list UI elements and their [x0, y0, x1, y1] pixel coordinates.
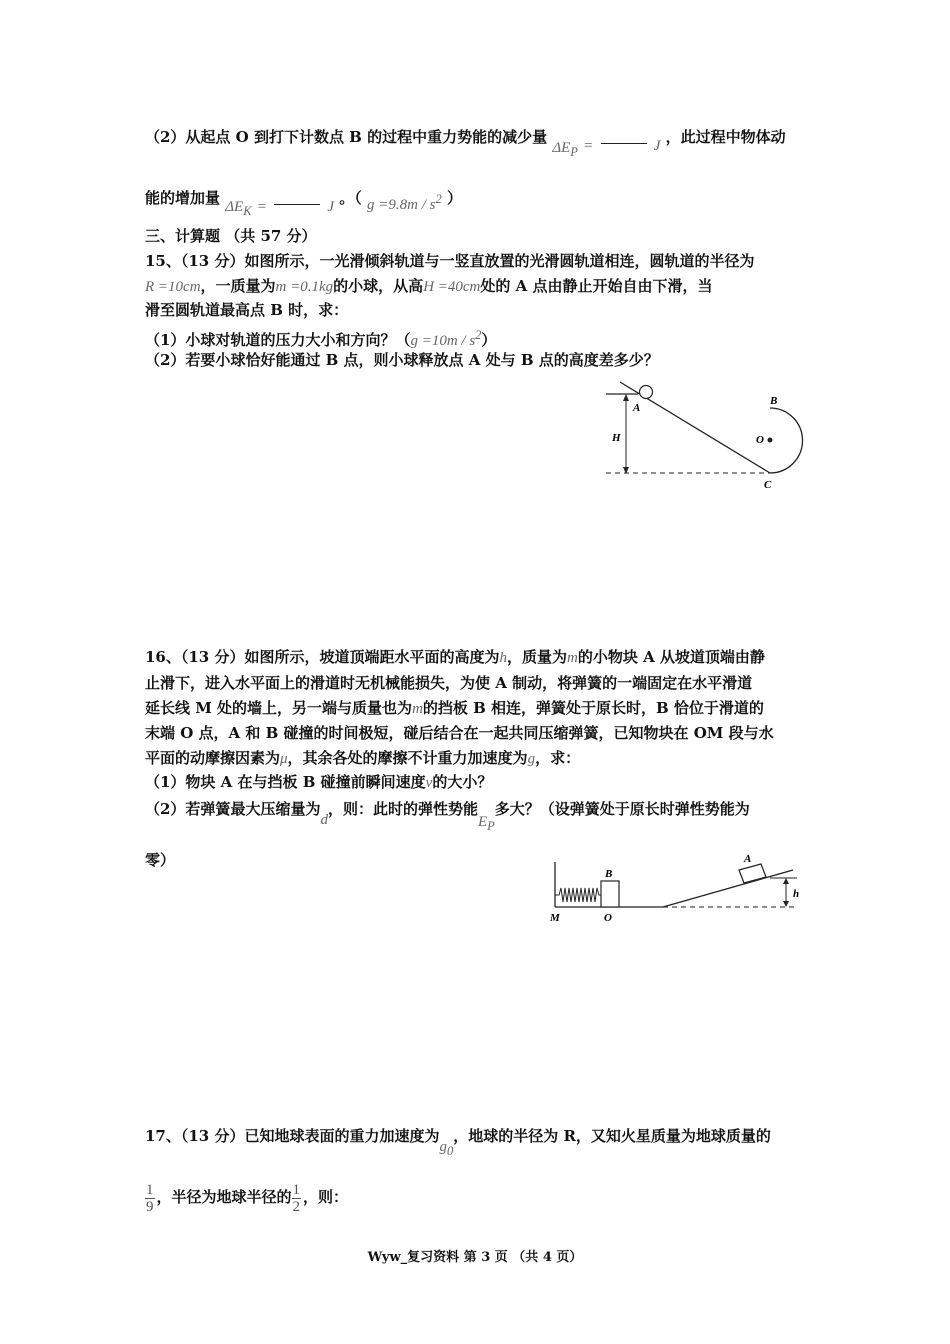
- label-c: C: [764, 479, 772, 491]
- q16-part2-text-2: ，则：此时的弹性势能: [327, 800, 478, 818]
- q14-text-2: ，此过程中物体动: [665, 128, 786, 146]
- var-d: d: [320, 812, 328, 828]
- q15-part1: [145, 325, 496, 351]
- q15-line3: 滑至圆轨道最高点 B 时，求：: [145, 301, 349, 319]
- block-b: [601, 881, 619, 907]
- h-arrow-head-bottom: [783, 901, 789, 907]
- q15-text-3: 处的 A 点由静止开始自由下滑，当: [480, 277, 713, 295]
- q17-text: 17、（13 分）已知地球表面的重力加速度为: [145, 1127, 440, 1145]
- q16-text-2: ，质量为: [506, 648, 567, 666]
- label-b: B: [605, 868, 613, 880]
- q17-line1: [145, 1126, 771, 1158]
- q16-text-5: 的挡板 B 相连，弹簧处于原长时，B 恰位于滑道的: [422, 699, 764, 717]
- unit-joule: J: [327, 199, 335, 215]
- label-o: O: [604, 912, 612, 924]
- var-v: v: [425, 775, 433, 791]
- q16-text: 16、（13 分）如图所示，坡道顶端距水平面的高度为: [145, 648, 500, 666]
- q16-part2-end: 零）: [145, 851, 176, 869]
- q16-line4: 末端 O 点，A 和 B 碰撞的时间极短，碰后结合在一起共同压缩弹簧，已知物块在 OM 段与水: [145, 724, 774, 742]
- center-point-o: [768, 438, 773, 443]
- q16-part2-text-3: 多大？（设弹簧处于原长时弹性势能为: [494, 800, 750, 818]
- label-o: O: [756, 434, 764, 446]
- delta-ek-symbol: $\Delta E_K$: [225, 199, 252, 218]
- q16-part1: [145, 772, 492, 793]
- page-footer: Wyw_复习资料 第 3 页 （共 4 页）: [367, 1250, 583, 1265]
- q15-text-2: 的小球，从高: [333, 277, 424, 295]
- q15-part1-text: （1）小球对轨道的压力大小和方向？（: [145, 331, 411, 349]
- section-heading: 三、计算题 （共 57 分）: [145, 227, 317, 245]
- var-mu: μ: [280, 751, 288, 767]
- spring: [555, 888, 601, 902]
- q16-figure: [545, 852, 810, 927]
- q16-text-7: ，其余各处的摩擦不计重力加速度为: [287, 749, 528, 767]
- block-a: [739, 864, 766, 883]
- circular-track: [770, 408, 803, 473]
- q16-part1-text-2: 的大小？: [432, 773, 493, 791]
- q15-text: ，一质量为: [200, 277, 276, 295]
- q16-text-6: 平面的动摩擦因素为: [145, 749, 281, 767]
- q14-text: （2）从起点 O 到打下计数点 B 的过程中重力势能的减少量: [145, 128, 548, 146]
- q16-line3: [145, 698, 764, 719]
- q16-line1: [145, 647, 765, 668]
- q17-text-2: ，地球的半径为 R，又知火星质量为地球质量的: [453, 1127, 771, 1145]
- q17-text-4: ，则：: [303, 1188, 349, 1206]
- q14-part2-line1: [145, 127, 786, 159]
- answer-blank-ek: [274, 194, 320, 205]
- equals-sign: =: [583, 138, 594, 154]
- q17-line2: [145, 1180, 348, 1215]
- q15-line2: [145, 276, 712, 297]
- q15-part2: （2）若要小球恰好能通过 B 点，则小球释放点 A 处与 B 点的高度差多少？: [145, 351, 659, 369]
- q16-line2: 止滑下，进入水平面上的滑道时无机械能损失，为使 A 制动，将弹簧的一端固定在水平滑道: [145, 674, 753, 692]
- fraction-one-ninth: $\frac{1}{9}$: [146, 1181, 154, 1215]
- label-a: A: [744, 853, 752, 865]
- height-value: H =40cm: [423, 279, 481, 295]
- label-a: A: [633, 402, 641, 414]
- q14-text-3: 能的增加量: [145, 189, 221, 207]
- var-m: m: [567, 650, 578, 666]
- unit-joule: J: [653, 138, 661, 154]
- var-m2: m: [412, 701, 423, 717]
- var-g0: $g_0$: [439, 1139, 454, 1158]
- answer-blank-ep: [601, 133, 647, 144]
- var-g: g: [527, 751, 536, 767]
- var-h: h: [499, 650, 507, 666]
- q16-part2: [145, 799, 750, 833]
- equals-sign: =: [256, 199, 267, 215]
- q16-text-8: ，求：: [535, 749, 581, 767]
- q16-part1-text: （1）物块 A 在与挡板 B 碰撞前瞬间速度: [145, 773, 426, 791]
- slope: [663, 870, 793, 907]
- label-b: B: [770, 395, 778, 407]
- label-m: M: [550, 912, 560, 924]
- q14-text-4: 。（: [339, 189, 362, 207]
- q15-close-paren: ）: [481, 331, 497, 349]
- q14-close-paren: ）: [447, 189, 463, 207]
- var-ep: $E_P$: [477, 814, 495, 833]
- fraction-one-half: $\frac{1}{2}$: [292, 1181, 301, 1215]
- label-h: h: [793, 888, 800, 900]
- q14-part2-line2: [145, 183, 463, 218]
- height-arrow-head-top: [623, 394, 629, 401]
- q16-part2-text: （2）若弹簧最大压缩量为: [145, 800, 321, 818]
- q16-text-4: 延长线 M 处的墙上，另一端与质量也为: [145, 699, 413, 717]
- delta-ep-symbol: $\Delta E_P$: [552, 140, 578, 159]
- q16-line5: [145, 748, 580, 769]
- q15-figure: [598, 380, 813, 495]
- h-arrow-head-top: [783, 878, 789, 884]
- mass-value: m =0.1kg: [275, 279, 334, 295]
- gravity-value: $g =9.8m / s^2$: [367, 192, 442, 213]
- q17-text-3: ，半径为地球半径的: [156, 1188, 292, 1206]
- gravity-value: $g =10m / s^2$: [410, 328, 482, 349]
- radius-value: R =10cm: [145, 279, 201, 295]
- label-h: H: [612, 432, 621, 444]
- q15-line1: 15、（13 分）如图所示，一光滑倾斜轨道与一竖直放置的光滑圆轨道相连，圆轨道的半径为: [145, 252, 755, 270]
- ball: [640, 386, 653, 399]
- q16-text-3: 的小物块 A 从坡道顶端由静: [577, 648, 765, 666]
